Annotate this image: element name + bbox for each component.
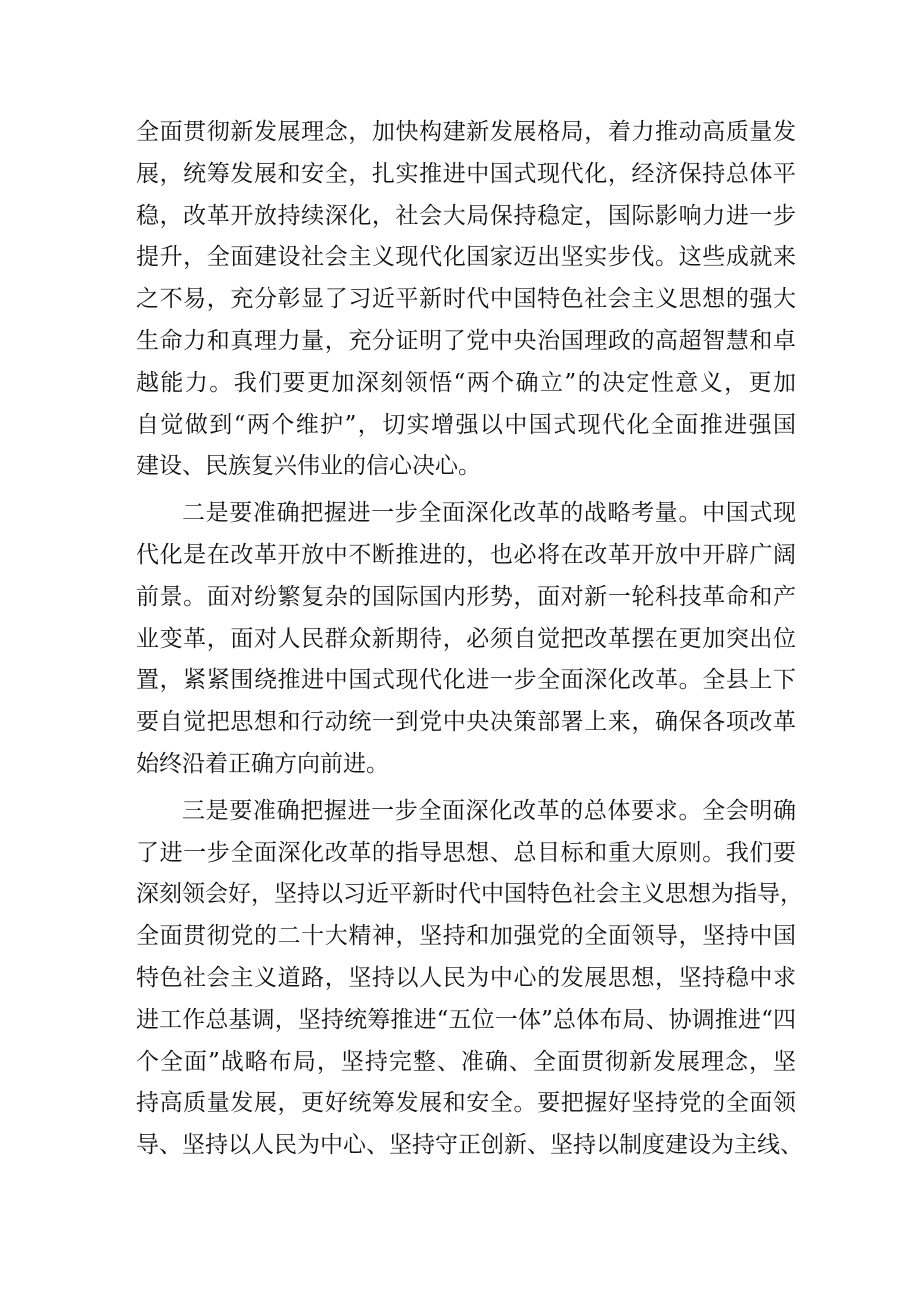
- text-line: 要自觉把思想和行动统一到党中央决策部署上来，确保各项改革: [136, 709, 796, 736]
- text-line: 展，统筹发展和安全，扎实推进中国式现代化，经济保持总体平: [136, 160, 796, 187]
- text-line: 二是要准确把握进一步全面深化改革的战略考量。中国式现: [182, 500, 796, 527]
- text-line: 进工作总基调，坚持统筹推进“五位一体”总体布局、协调推进“四: [136, 1006, 796, 1033]
- paragraph-3: [136, 791, 803, 1167]
- text-line: 稳，改革开放持续深化，社会大局保持稳定，国际影响力进一步: [136, 202, 796, 229]
- text-line: 三是要准确把握进一步全面深化改革的总体要求。全会明确: [182, 797, 796, 824]
- text-line: 建设、民族复兴伟业的信心决心。: [136, 453, 481, 480]
- text-line: 提升，全面建设社会主义现代化国家迈出坚实步伐。这些成就来: [136, 244, 796, 271]
- text-line: 之不易，充分彰显了习近平新时代中国特色社会主义思想的强大: [136, 286, 796, 313]
- text-line: 个全面”战略布局，坚持完整、准确、全面贯彻新发展理念，坚: [136, 1048, 796, 1075]
- text-line: 特色社会主义道路，坚持以人民为中心的发展思想，坚持稳中求: [136, 964, 796, 991]
- text-line: 全面贯彻党的二十大精神，坚持和加强党的全面领导，坚持中国: [136, 923, 796, 950]
- text-line: 导、坚持以人民为中心、坚持守正创新、坚持以制度建设为主线、: [136, 1132, 803, 1159]
- text-line: 置，紧紧围绕推进中国式现代化进一步全面深化改革。全县上下: [136, 667, 796, 694]
- text-line: 前景。面对纷繁复杂的国际国内形势，面对新一轮科技革命和产: [136, 583, 796, 610]
- text-line: 自觉做到“两个维护”，切实增强以中国式现代化全面推进强国: [136, 411, 796, 438]
- text-line: 深刻领会好，坚持以习近平新时代中国特色社会主义思想为指导，: [136, 881, 803, 908]
- body-text: [136, 112, 803, 1167]
- text-line: 全面贯彻新发展理念，加快构建新发展格局，着力推动高质量发: [136, 119, 796, 145]
- text-line: 越能力。我们要更加深刻领悟“两个确立”的决定性意义，更加: [136, 369, 796, 396]
- text-line: 业变革，面对人民群众新期待，必须自觉把改革摆在更加突出位: [136, 625, 796, 652]
- paragraph-1: [136, 112, 796, 488]
- paragraph-2: [136, 493, 796, 786]
- text-line: 始终沿着正确方向前进。: [136, 750, 389, 777]
- text-line: 代化是在改革开放中不断推进的，也必将在改革开放中开辟广阔: [136, 541, 796, 568]
- text-line: 持高质量发展，更好统筹发展和安全。要把握好坚持党的全面领: [136, 1090, 796, 1117]
- text-line: 生命力和真理力量，充分证明了党中央治国理政的高超智慧和卓: [136, 327, 796, 354]
- text-line: 了进一步全面深化改革的指导思想、总目标和重大原则。我们要: [136, 839, 796, 866]
